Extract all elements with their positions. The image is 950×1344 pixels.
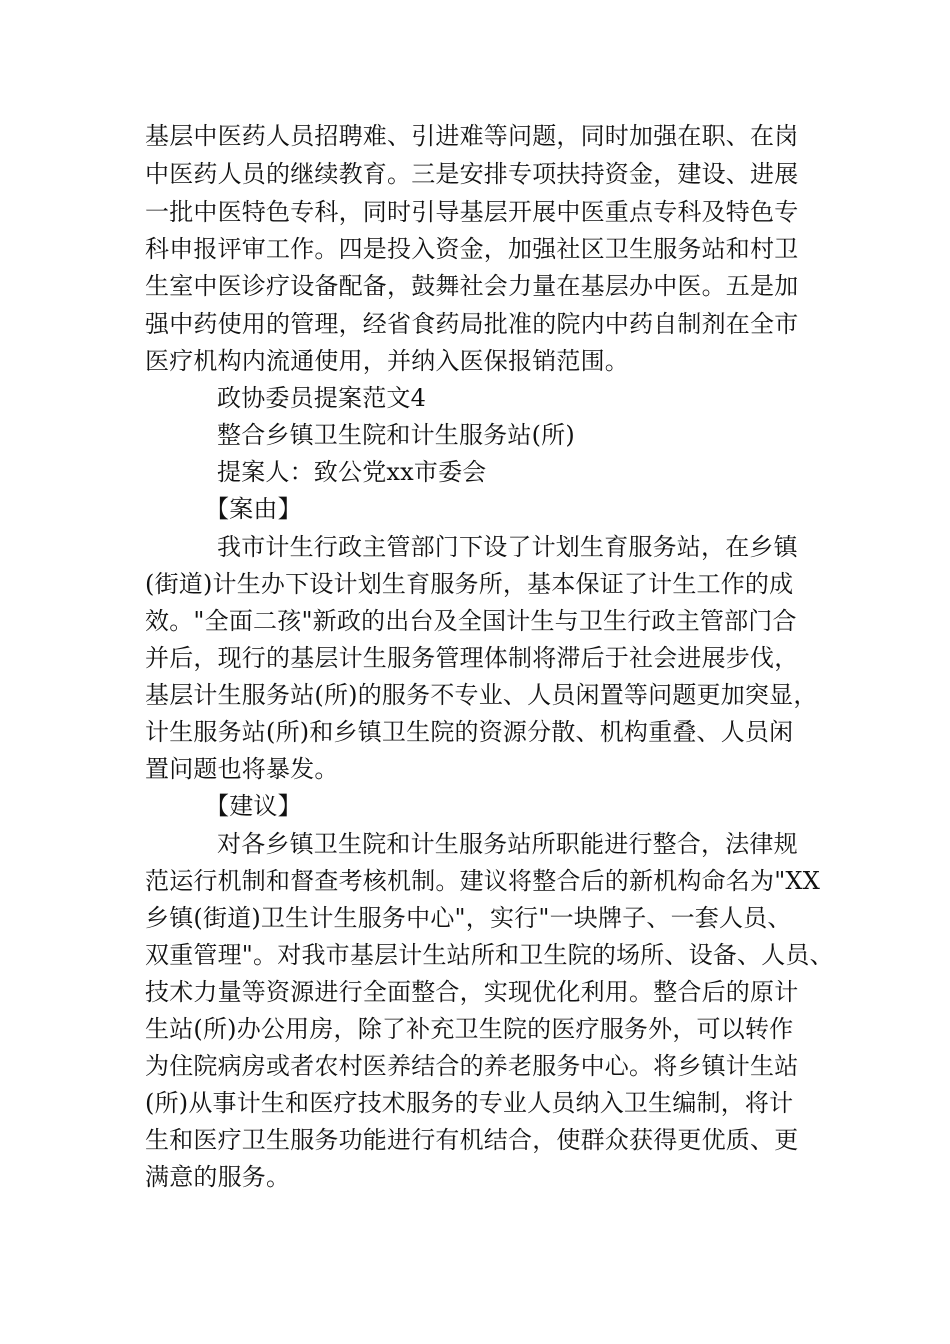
- paragraph-line: 我市计生行政主管部门下设了计划生育服务站，在乡镇: [217, 533, 798, 561]
- paragraph-line: (所)从事计生和医疗技术服务的专业人员纳入卫生编制，将计: [145, 1089, 794, 1117]
- paragraph-line: 双重管理"。对我市基层计生站所和卫生院的场所、设备、人员、: [145, 941, 834, 969]
- paragraph-line: (街道)计生办下设计划生育服务所，基本保证了计生工作的成: [145, 570, 794, 598]
- paragraph-line: 一批中医特色专科，同时引导基层开展中医重点专科及特色专: [145, 198, 799, 226]
- section-title: 政协委员提案范文4: [217, 384, 427, 412]
- paragraph-line: 中医药人员的继续教育。三是安排专项扶持资金，建设、进展: [145, 160, 799, 188]
- paragraph-line: 乡镇(街道)卫生计生服务中心"，实行"一块牌子、一套人员、: [145, 904, 792, 932]
- paragraph-line: 生和医疗卫生服务功能进行有机结合，使群众获得更优质、更: [145, 1126, 799, 1154]
- paragraph-line: 生室中医诊疗设备配备，鼓舞社会力量在基层办中医。五是加: [145, 272, 799, 300]
- paragraph-line: 为住院病房或者农村医养结合的养老服务中心。将乡镇计生站: [145, 1052, 799, 1080]
- paragraph-line: 生站(所)办公用房，除了补充卫生院的医疗服务外，可以转作: [145, 1015, 794, 1043]
- proposal-title: 整合乡镇卫生院和计生服务站(所): [217, 421, 575, 449]
- paragraph-line: 范运行机制和督查考核机制。建议将整合后的新机构命名为"XX: [145, 867, 821, 895]
- paragraph-line: 医疗机构内流通使用，并纳入医保报销范围。: [145, 347, 629, 375]
- paragraph-line: 基层计生服务站(所)的服务不专业、人员闲置等问题更加突显，: [145, 681, 818, 709]
- proposer-line: 提案人：致公党xx市委会: [217, 458, 487, 486]
- paragraph-line: 置问题也将暴发。: [145, 755, 339, 783]
- paragraph-line: 对各乡镇卫生院和计生服务站所职能进行整合，法律规: [217, 830, 798, 858]
- paragraph-line: 基层中医药人员招聘难、引进难等问题，同时加强在职、在岗: [145, 122, 799, 150]
- paragraph-line: 科申报评审工作。四是投入资金，加强社区卫生服务站和村卫: [145, 235, 799, 263]
- paragraph-line: 计生服务站(所)和乡镇卫生院的资源分散、机构重叠、人员闲: [145, 718, 794, 746]
- paragraph-line: 满意的服务。: [145, 1163, 291, 1191]
- heading-reason: 【案由】: [205, 495, 302, 523]
- paragraph-line: 强中药使用的管理，经省食药局批准的院内中药自制剂在全市: [145, 310, 799, 338]
- heading-suggestion: 【建议】: [205, 792, 302, 820]
- paragraph-line: 技术力量等资源进行全面整合，实现优化利用。整合后的原计: [145, 978, 799, 1006]
- paragraph-line: 并后，现行的基层计生服务管理体制将滞后于社会进展步伐，: [145, 644, 799, 672]
- paragraph-line: 效。"全面二孩"新政的出台及全国计生与卫生行政主管部门合: [145, 607, 797, 635]
